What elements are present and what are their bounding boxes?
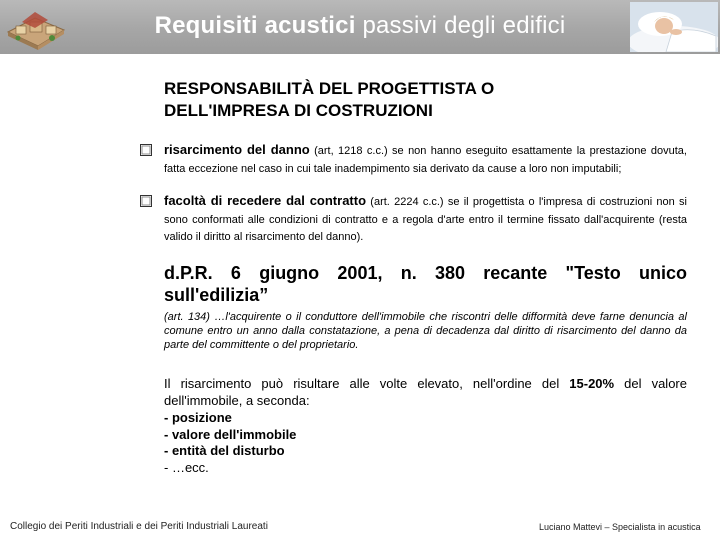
bullet-lead: facoltà di recedere dal contratto: [164, 193, 367, 208]
footer-organization: Collegio dei Periti Industriali e dei Periti Industriali Laureati: [10, 521, 268, 532]
checkbox-bullet-icon: [140, 195, 152, 207]
bullet-text: [164, 141, 687, 178]
factor-list: [164, 410, 296, 476]
page-title: [0, 12, 720, 40]
bullet-body: (art. 2224 c.c.) se il progettista o l'impresa di costruzioni non si sono conformati alle condizioni di contratto e a regola d'arte entro il termine fissato dall'acquirente (resta valido il diritto al risarcimento del danno).: [164, 196, 687, 243]
footer-author: Luciano Mattevi – Specialista in acustica: [539, 522, 701, 532]
law-reference-title: d.P.R. 6 giugno 2001, n. 380 recante "Testo unico sull'edilizia”: [164, 263, 687, 305]
list-item: - …ecc.: [164, 459, 209, 475]
bullet-text: [164, 192, 687, 247]
section-title: RESPONSABILITÀ DEL PROGETTISTA O DELL'IMPRESA DI COSTRUZIONI: [164, 79, 495, 120]
compensation-paragraph: [164, 376, 687, 409]
compensation-percentage: 15-20%: [569, 376, 615, 391]
list-item: - posizione: [164, 410, 232, 425]
bullet-lead: risarcimento del danno: [164, 142, 310, 157]
sleeping-person-icon: [630, 2, 718, 52]
checkbox-bullet-icon: [140, 144, 152, 156]
list-item: - entità del disturbo: [164, 443, 285, 458]
list-item: - valore dell'immobile: [164, 426, 297, 442]
page-title-bold: Requisiti acustici: [154, 12, 356, 39]
compensation-text-before: Il risarcimento può risultare alle volte elevato, nell'ordine del: [164, 376, 570, 391]
bullet-body: (art, 1218 c.c.) se non hanno eseguito esattamente la prestazione dovuta, fatta eccezione nel caso in cui tale inadempimento sia derivato da cause a loro non imputabili;: [164, 145, 687, 175]
header-bar: [0, 0, 720, 54]
page-title-rest: passivi degli edifici: [355, 12, 566, 39]
law-reference-note: (art. 134) …l'acquirente o il conduttore dell'immobile che riscontri delle difformità deve farne denuncia al comune entro un anno dalla constatazione, a pena di decadenza dal diritto di risarcimento del danno da parte del committente o del proprietario.: [164, 311, 687, 351]
compensation-text-after: del valore dell'immobile, a seconda:: [164, 376, 687, 408]
